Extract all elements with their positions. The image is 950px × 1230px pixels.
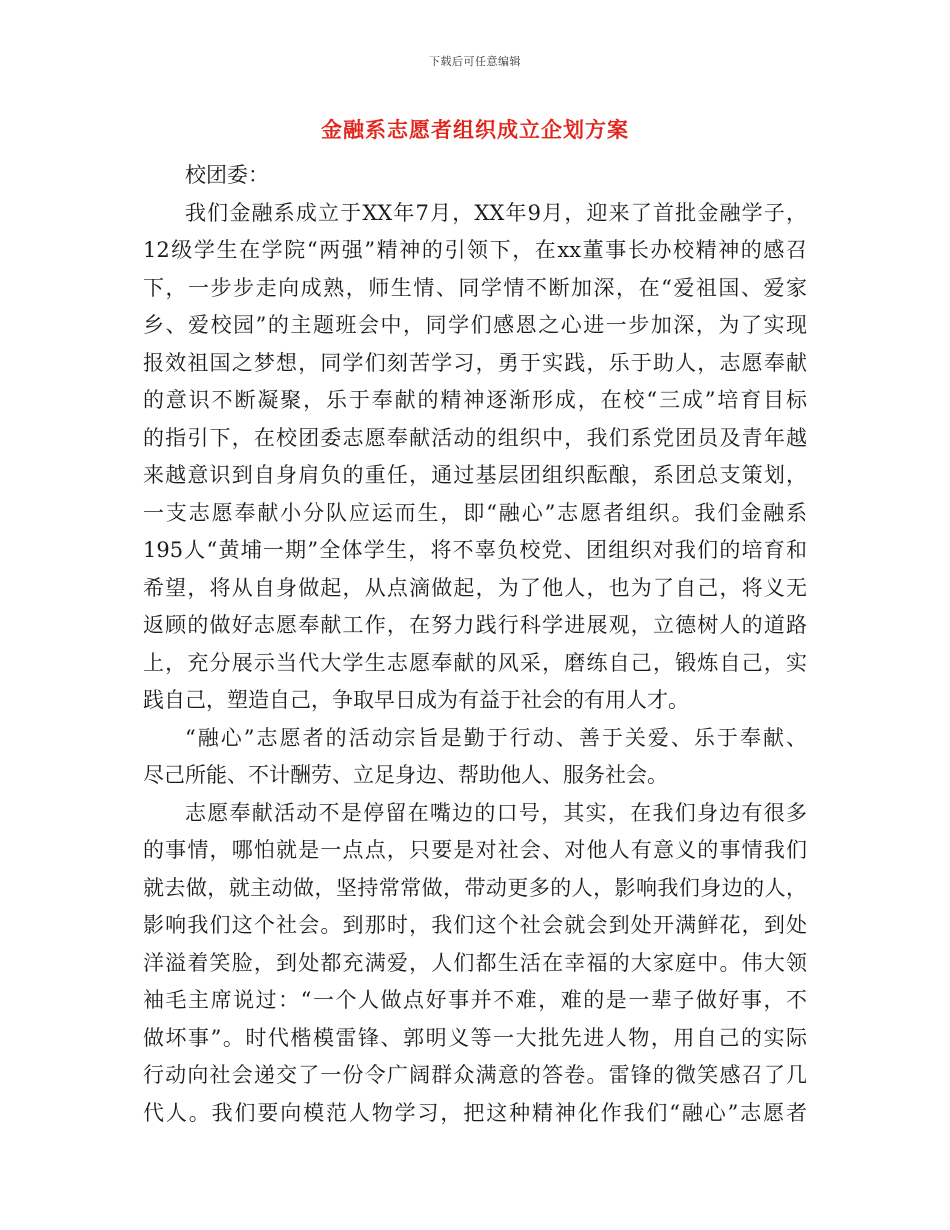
text-line: 一支志愿奉献小分队应运而生，即“融心”志愿者组织。我们金融系 [143, 500, 807, 525]
text-line: 行动向社会递交了一份令广阔群众满意的答卷。雷锋的微笑感召了几 [143, 1063, 807, 1087]
text-line: 尽己所能、不计酬劳、立足身边、帮助他人、服务社会。 [143, 763, 668, 787]
text-line: 希望，将从自身做起，从点滴做起，为了他人，也为了自己，将义无 [143, 575, 807, 600]
text-line: 我们金融系成立于XX年7月，XX年9月，迎来了首批金融学子， [185, 200, 807, 225]
text-line: 袖毛主席说过：“一个人做点好事并不难，难的是一辈子做好事，不 [143, 988, 807, 1012]
text-line: 洋溢着笑脸，到处都充满爱，人们都生活在幸福的大家庭中。伟大领 [143, 950, 807, 975]
text-line: “融心”志愿者的活动宗旨是勤于行动、善于关爱、乐于奉献、 [185, 725, 807, 750]
text-line: 就去做，就主动做，坚持常常做，带动更多的人，影响我们身边的人， [143, 875, 807, 900]
document-body [143, 157, 807, 1132]
text-line: 195人“黄埔一期”全体学生，将不辜负校党、团组织对我们的培育和 [143, 538, 807, 562]
text-line: 上，充分展示当代大学生志愿奉献的风采，磨练自己，锻炼自己，实 [143, 650, 807, 675]
page-header-note: 下载后可任意编辑 [429, 55, 521, 68]
text-line: 12级学生在学院“两强”精神的引领下，在xx董事长办校精神的感召 [143, 238, 807, 262]
text-line: 的指引下，在校团委志愿奉献活动的组织中，我们系党团员及青年越 [143, 425, 807, 450]
text-line: 下，一步步走向成熟，师生情、同学情不断加深，在“爱祖国、爱家 [143, 275, 807, 300]
text-line: 报效祖国之梦想，同学们刻苦学习，勇于实践，乐于助人，志愿奉献 [143, 350, 807, 375]
text-line: 的意识不断凝聚，乐于奉献的精神逐渐形成，在校“三成”培育目标 [143, 388, 807, 412]
text-line: 乡、爱校园”的主题班会中，同学们感恩之心进一步加深，为了实现 [143, 313, 807, 337]
text-line: 来越意识到自身肩负的重任，通过基层团组织酝酿，系团总支策划， [143, 463, 807, 487]
text-line: 志愿奉献活动不是停留在嘴边的口号，其实，在我们身边有很多 [185, 800, 807, 825]
text-line: 的事情，哪怕就是一点点，只要是对社会、对他人有意义的事情我们 [143, 838, 807, 862]
text-line: 返顾的做好志愿奉献工作，在努力践行科学进展观，立德树人的道路 [143, 613, 807, 637]
text-line: 影响我们这个社会。到那时，我们这个社会就会到处开满鲜花，到处 [143, 913, 807, 937]
text-line: 践自己，塑造自己，争取早日成为有益于社会的有用人才。 [143, 688, 689, 712]
text-line: 代人。我们要向模范人物学习，把这种精神化作我们“融心”志愿者 [143, 1100, 807, 1125]
text-line: 做坏事”。时代楷模雷锋、郭明义等一大批先进人物，用自己的实际 [143, 1025, 807, 1050]
document-title: 金融系志愿者组织成立企划方案 [321, 117, 629, 142]
salutation: 校团委： [185, 163, 269, 187]
